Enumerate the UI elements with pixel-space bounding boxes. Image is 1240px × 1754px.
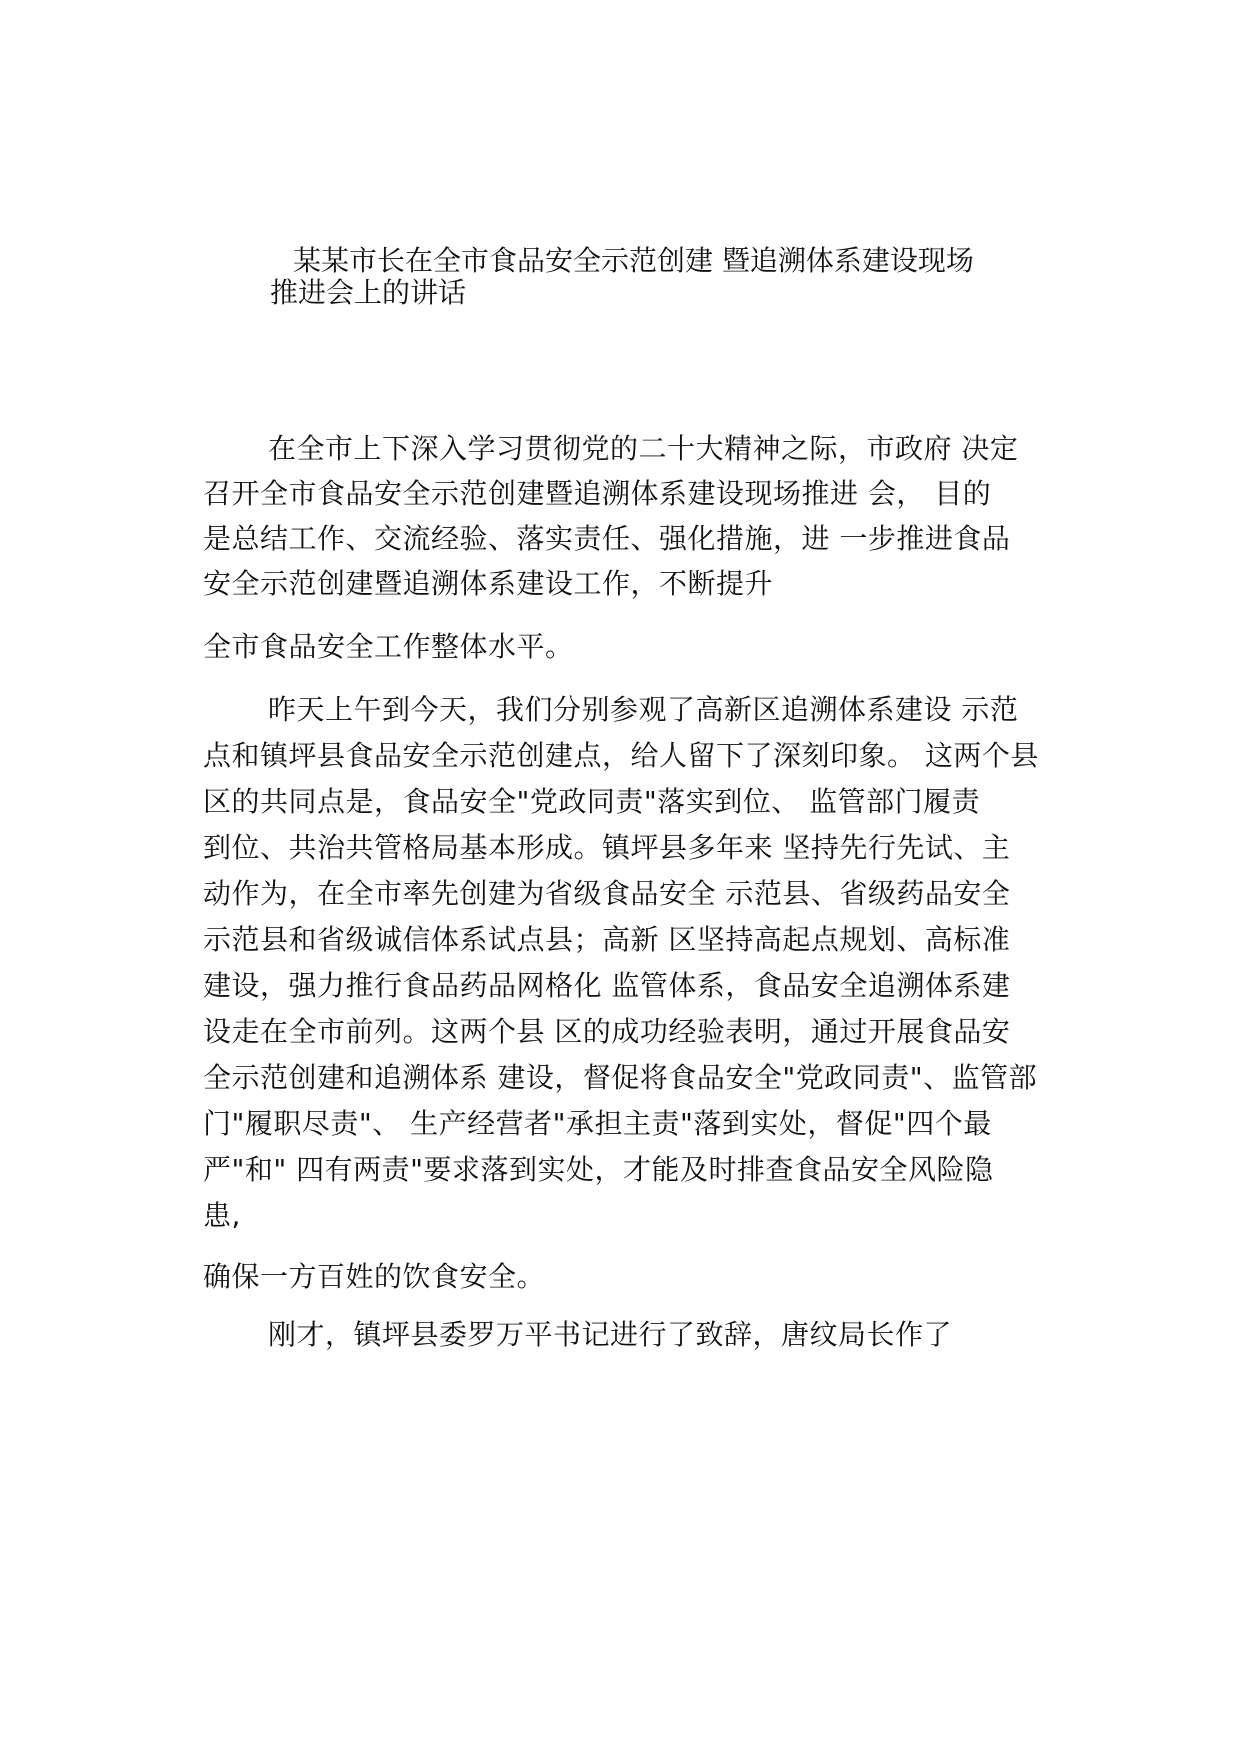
paragraph-2-line-3: 区的共同点是，食品安全"党政同责"落实到位、 监管部门履责 [203,785,981,818]
paragraph-1-line-1: 在全市上下深入学习贯彻党的二十大精神之际，市政府 决定 [268,432,1019,465]
paragraph-2-line-8: 设走在全市前列。这两个县 区的成功经验表明，通过开展食品安 [203,1015,1011,1048]
paragraph-1-line-2: 召开全市食品安全示范创建暨追溯体系建设现场推进 会， 目的 [203,477,992,510]
paragraph-2-line-6: 示范县和省级诚信体系试点县；高新 区坚持高起点规划、高标准 [203,923,1011,956]
paragraph-2-line-1: 昨天上午到今天，我们分别参观了高新区追溯体系建设 示范 [268,693,1019,726]
paragraph-2-line-5: 动作为，在全市率先创建为省级食品安全 示范县、省级药品安全 [203,877,1011,910]
paragraph-1-line-3: 是总结工作、交流经验、落实责任、强化措施，进 一步推进食品 [203,522,1011,555]
document-title-line-1: 某某市长在全市食品安全示范创建 暨追溯体系建设现场 [293,244,974,277]
paragraph-2-line-7: 建设，强力推行食品药品网格化 监管体系，食品安全追溯体系建 [203,969,1011,1002]
paragraph-3-line-1: 刚才，镇坪县委罗万平书记进行了致辞，唐纹局长作了 [268,1318,953,1351]
paragraph-2-line-11: 严"和" 四有两责"要求落到实处，才能及时排查食品安全风险隐 [203,1153,994,1186]
paragraph-1-line-4: 安全示范创建暨追溯体系建设工作，不断提升 [203,567,774,600]
document-title-line-2: 推进会上的讲话 [270,276,467,309]
paragraph-2-line-2: 点和镇坪县食品安全示范创建点，给人留下了深刻印象。 这两个县 [203,739,1039,772]
paragraph-1-line-5: 全市食品安全工作整体水平。 [203,630,574,663]
paragraph-2-line-13: 确保一方百姓的饮食安全。 [203,1260,546,1293]
paragraph-2-line-12: 患, [203,1199,241,1232]
paragraph-2-line-4: 到位、共治共管格局基本形成。镇坪县多年来 坚持先行先试、主 [203,831,1011,864]
paragraph-2-line-10: 门"履职尽责"、 生产经营者"承担主责"落到实处，督促"四个最 [203,1107,992,1140]
paragraph-2-line-9: 全示范创建和追溯体系 建设，督促将食品安全"党政同责"、监管部 [203,1061,1038,1094]
